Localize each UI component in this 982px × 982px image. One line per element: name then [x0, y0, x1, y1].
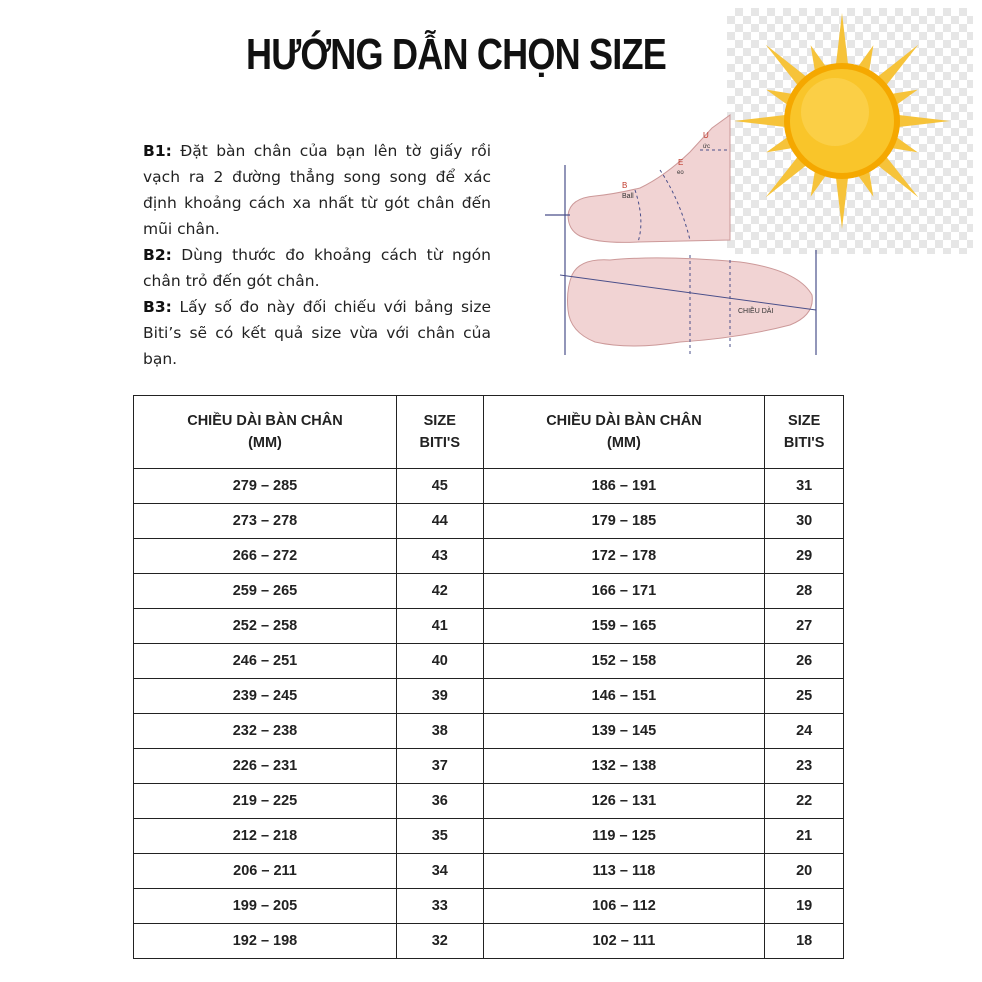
cell-length-2: 186 – 191: [483, 469, 765, 504]
header-length-2: [483, 396, 765, 469]
cell-length-1: 279 – 285: [134, 469, 397, 504]
cell-size-1: 38: [396, 714, 483, 749]
header-length-2-line1: CHIỀU DÀI BÀN CHÂN: [546, 413, 702, 429]
table-row: [134, 749, 844, 784]
cell-length-2: 159 – 165: [483, 609, 765, 644]
cell-size-2: 18: [765, 924, 844, 959]
header-size-2-line1: SIZE: [788, 413, 821, 429]
cell-length-2: 152 – 158: [483, 644, 765, 679]
sun-ray: [877, 156, 918, 197]
step-3-label: B3:: [143, 298, 172, 316]
cell-length-2: 166 – 171: [483, 574, 765, 609]
cell-length-2: 132 – 138: [483, 749, 765, 784]
step-3-text: Lấy số đo này đối chiếu với bảng size Biti’s sẽ có kết quả size vừa với chân của bạn.: [143, 298, 491, 368]
header-size-1: [396, 396, 483, 469]
table-row: [134, 889, 844, 924]
cell-size-2: 25: [765, 679, 844, 714]
header-length-1: [134, 396, 397, 469]
cell-size-2: 28: [765, 574, 844, 609]
cell-size-1: 43: [396, 539, 483, 574]
sun-ray: [898, 115, 950, 127]
cell-length-1: 232 – 238: [134, 714, 397, 749]
cell-length-1: 219 – 225: [134, 784, 397, 819]
cell-size-2: 26: [765, 644, 844, 679]
table-row: [134, 609, 844, 644]
table-row: [134, 714, 844, 749]
table-row: [134, 819, 844, 854]
cell-size-2: 22: [765, 784, 844, 819]
table-row: [134, 854, 844, 889]
step-2: [143, 242, 491, 294]
table-row: [134, 679, 844, 714]
cell-size-1: 44: [396, 504, 483, 539]
foot-top-illustration: [568, 258, 813, 346]
label-e: E: [678, 158, 684, 167]
cell-length-1: 206 – 211: [134, 854, 397, 889]
table-row: [134, 539, 844, 574]
cell-size-2: 24: [765, 714, 844, 749]
label-ball: Ball: [622, 193, 634, 200]
cell-length-1: 252 – 258: [134, 609, 397, 644]
step-2-text: Dùng thước đo khoảng cách từ ngón chân trỏ đến gót chân.: [143, 246, 491, 290]
cell-length-2: 179 – 185: [483, 504, 765, 539]
cell-size-1: 37: [396, 749, 483, 784]
table-row: [134, 644, 844, 679]
cell-size-1: 42: [396, 574, 483, 609]
label-b: B: [622, 181, 628, 190]
table-row: [134, 784, 844, 819]
cell-size-2: 19: [765, 889, 844, 924]
step-3: [143, 294, 491, 372]
cell-size-1: 40: [396, 644, 483, 679]
cell-size-1: 39: [396, 679, 483, 714]
label-eo: eo: [677, 170, 684, 176]
instructions: [143, 138, 491, 372]
label-chieu-dai: CHIỀU DÀI: [738, 308, 774, 315]
cell-length-1: 226 – 231: [134, 749, 397, 784]
table-row: [134, 469, 844, 504]
cell-size-1: 36: [396, 784, 483, 819]
step-1-text: Đặt bàn chân của bạn lên tờ giấy rồi vạch ra 2 đường thẳng song song để xác định khoảng cách xa nhất từ gót chân đến mũi chân.: [143, 142, 491, 238]
cell-size-2: 30: [765, 504, 844, 539]
cell-length-1: 212 – 218: [134, 819, 397, 854]
table-header-row: [134, 396, 844, 469]
cell-size-1: 32: [396, 924, 483, 959]
cell-length-2: 113 – 118: [483, 854, 765, 889]
cell-size-2: 20: [765, 854, 844, 889]
cell-size-1: 45: [396, 469, 483, 504]
header-size-2: [765, 396, 844, 469]
table-row: [134, 504, 844, 539]
cell-length-1: 273 – 278: [134, 504, 397, 539]
cell-size-2: 27: [765, 609, 844, 644]
size-table: [133, 395, 844, 959]
step-2-label: B2:: [143, 246, 172, 264]
sun-ray: [836, 13, 848, 65]
header-size-2-line2: BITI'S: [783, 435, 825, 451]
cell-length-2: 139 – 145: [483, 714, 765, 749]
header-size-1-line2: BITI'S: [419, 435, 461, 451]
cell-size-2: 29: [765, 539, 844, 574]
sun-ray: [766, 45, 807, 86]
cell-size-1: 35: [396, 819, 483, 854]
header-length-2-line2: (MM): [607, 435, 641, 451]
cell-size-2: 21: [765, 819, 844, 854]
table-row: [134, 924, 844, 959]
cell-size-1: 41: [396, 609, 483, 644]
cell-length-1: 266 – 272: [134, 539, 397, 574]
header-length-1-line2: (MM): [248, 435, 282, 451]
cell-size-2: 31: [765, 469, 844, 504]
cell-size-1: 34: [396, 854, 483, 889]
step-1: [143, 138, 491, 242]
cell-size-1: 33: [396, 889, 483, 924]
step-1-label: B1:: [143, 142, 172, 160]
cell-length-1: 199 – 205: [134, 889, 397, 924]
cell-length-1: 192 – 198: [134, 924, 397, 959]
cell-length-2: 119 – 125: [483, 819, 765, 854]
cell-length-1: 259 – 265: [134, 574, 397, 609]
cell-length-2: 106 – 112: [483, 889, 765, 924]
label-uc: ức: [703, 144, 711, 150]
foot-measure-diagram: [540, 110, 840, 365]
cell-length-2: 172 – 178: [483, 539, 765, 574]
cell-length-2: 126 – 131: [483, 784, 765, 819]
label-u: U: [703, 131, 709, 140]
header-size-1-line1: SIZE: [423, 413, 456, 429]
cell-length-2: 146 – 151: [483, 679, 765, 714]
sun-ray: [877, 45, 918, 86]
table-row: [134, 574, 844, 609]
cell-length-2: 102 – 111: [483, 924, 765, 959]
cell-length-1: 246 – 251: [134, 644, 397, 679]
header-length-1-line1: CHIỀU DÀI BÀN CHÂN: [187, 413, 343, 429]
cell-length-1: 239 – 245: [134, 679, 397, 714]
page-title: HƯỚNG DẪN CHỌN SIZE: [246, 30, 666, 79]
cell-size-2: 23: [765, 749, 844, 784]
